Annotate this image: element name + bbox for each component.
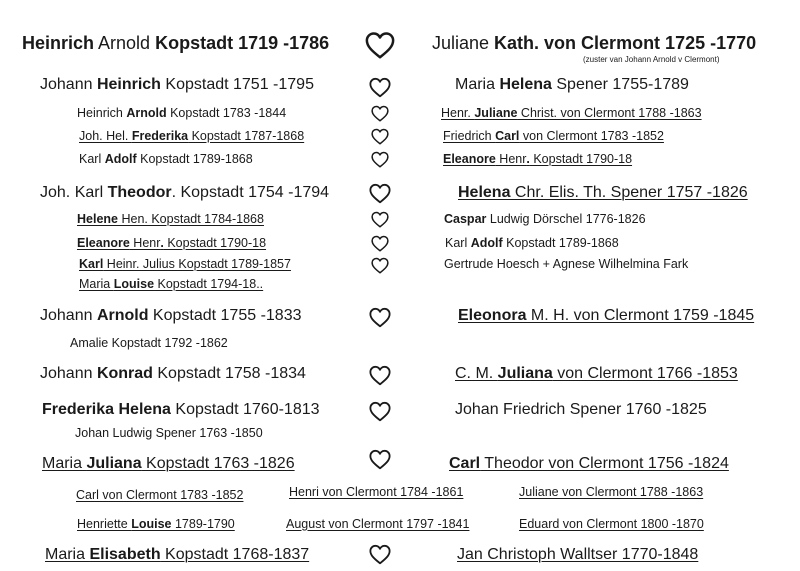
name-text: Juliane von Clermont 1788 -1863 xyxy=(519,484,704,499)
name-emphasis: Heinrich xyxy=(22,33,95,54)
name-emphasis: Eleonora xyxy=(458,307,527,325)
name-text: Kopstadt 1768-1837 xyxy=(160,546,310,564)
heart-icon xyxy=(369,544,391,565)
name-text: Ludwig Dörschel 1776-1826 xyxy=(486,211,646,226)
name-text: Joh. Karl xyxy=(40,184,108,202)
person-entry xyxy=(286,518,469,531)
heart-icon xyxy=(371,105,389,122)
person-entry xyxy=(79,130,304,143)
heart-icon xyxy=(371,211,389,228)
name-text: Maria xyxy=(79,276,114,291)
person-entry xyxy=(79,278,263,291)
person-entry xyxy=(45,547,309,563)
person-entry xyxy=(455,402,707,418)
name-text: . Kopstadt 1754 -1794 xyxy=(171,184,330,202)
person-entry xyxy=(77,213,264,226)
person-entry xyxy=(289,486,463,499)
name-text: Kopstadt 1789-1868 xyxy=(502,235,619,250)
name-text: Christ. von Clermont 1788 -1863 xyxy=(517,105,702,120)
heart-icon xyxy=(369,307,391,328)
name-emphasis: Louise xyxy=(131,516,172,531)
name-emphasis: Louise xyxy=(113,276,155,291)
heart-icon xyxy=(365,31,395,60)
person-entry xyxy=(77,107,286,120)
name-emphasis: Kopstadt 1719 -1786 xyxy=(155,33,330,54)
name-text: Hen. Kopstadt 1784-1868 xyxy=(118,211,264,226)
name-emphasis: Juliane xyxy=(474,105,518,120)
heart-icon xyxy=(369,401,391,422)
name-emphasis: Heinrich xyxy=(96,76,161,94)
person-entry xyxy=(77,237,266,250)
person-entry xyxy=(40,308,302,324)
person-entry xyxy=(445,237,619,250)
name-text: Henr. xyxy=(441,105,475,120)
name-text: Kopstadt 1751 -1795 xyxy=(160,76,314,94)
name-text: Johann xyxy=(40,365,97,383)
heart-icon xyxy=(369,365,391,386)
person-entry xyxy=(457,547,698,563)
person-entry xyxy=(443,130,664,143)
name-emphasis: Carl xyxy=(495,128,520,143)
name-emphasis: Frederika xyxy=(131,128,189,143)
person-entry xyxy=(432,34,756,52)
person-entry xyxy=(79,258,291,271)
name-text: Kopstadt 1789-1868 xyxy=(136,151,253,166)
name-text: Maria xyxy=(42,455,87,473)
name-emphasis: Elisabeth xyxy=(89,546,161,564)
name-text: Chr. Elis. Th. Spener 1757 -1826 xyxy=(510,184,748,202)
name-text: Kopstadt 1758 -1834 xyxy=(152,365,306,383)
person-entry xyxy=(458,185,748,201)
person-entry xyxy=(70,337,228,350)
name-text: Johan Ludwig Spener 1763 -1850 xyxy=(75,425,263,440)
name-text: Johann xyxy=(40,76,97,94)
name-text: Kopstadt 1790-18 xyxy=(529,151,633,166)
person-entry xyxy=(40,185,329,201)
person-entry xyxy=(519,486,703,499)
heart-icon xyxy=(369,183,391,204)
name-text: Henr xyxy=(129,235,161,250)
name-emphasis: . xyxy=(160,235,164,250)
name-text: Joh. Hel. xyxy=(79,128,132,143)
person-entry xyxy=(519,518,704,531)
name-text: Henr xyxy=(495,151,527,166)
name-text: Kopstadt 1787-1868 xyxy=(188,128,305,143)
name-text: Kopstadt 1790-18 xyxy=(163,235,267,250)
name-text: Kopstadt 1783 -1844 xyxy=(166,105,287,120)
person-entry xyxy=(449,456,729,472)
name-emphasis: Eleanore xyxy=(77,235,130,250)
person-entry xyxy=(42,456,295,472)
name-text: Maria xyxy=(45,546,90,564)
name-emphasis: Helena xyxy=(499,76,552,94)
name-text: Johann xyxy=(40,307,97,325)
name-emphasis: Arnold xyxy=(96,307,149,325)
heart-icon xyxy=(369,77,391,98)
name-text: Kopstadt 1763 -1826 xyxy=(141,455,295,473)
name-text: Johan Friedrich Spener 1760 -1825 xyxy=(455,401,707,419)
person-entry xyxy=(79,153,253,166)
person-entry xyxy=(76,489,243,502)
name-text: Maria xyxy=(455,76,500,94)
name-text: Jan Christoph Walltser 1770-1848 xyxy=(457,546,699,564)
name-text: Kopstadt 1760-1813 xyxy=(170,401,320,419)
name-text: von Clermont 1766 -1853 xyxy=(552,365,738,383)
name-text: 1789-1790 xyxy=(171,516,235,531)
name-emphasis: Adolf xyxy=(104,151,137,166)
name-text: Karl xyxy=(79,151,105,166)
heart-icon xyxy=(371,235,389,252)
name-text: Gertrude Hoesch + Agnese Wilhelmina Fark xyxy=(444,256,689,271)
name-text: Heinr. Julius Kopstadt 1789-1857 xyxy=(103,256,291,271)
name-text: Juliane xyxy=(432,33,495,54)
heart-icon xyxy=(371,151,389,168)
name-emphasis: Adolf xyxy=(470,235,503,250)
person-entry xyxy=(455,366,738,382)
name-text: Theodor von Clermont 1756 -1824 xyxy=(480,455,729,473)
name-text: (zuster van Johann Arnold v Clermont) xyxy=(583,55,720,65)
person-entry xyxy=(444,258,688,271)
person-entry xyxy=(441,107,702,120)
person-entry xyxy=(444,213,646,226)
name-text: Arnold xyxy=(94,33,156,54)
name-emphasis: Helena xyxy=(458,184,511,202)
name-emphasis: Helene xyxy=(77,211,118,226)
name-emphasis: Konrad xyxy=(96,365,153,383)
person-entry xyxy=(40,366,306,382)
name-emphasis: Kath. von Clermont 1725 -1770 xyxy=(494,33,757,54)
name-text: Henri von Clermont 1784 -1861 xyxy=(289,484,464,499)
name-emphasis: Karl xyxy=(79,256,104,271)
name-emphasis: Frederika Helena xyxy=(42,401,171,419)
name-text: Friedrich xyxy=(443,128,496,143)
heart-icon xyxy=(371,257,389,274)
name-text: Kopstadt 1794-18.. xyxy=(154,276,264,291)
name-emphasis: Juliana xyxy=(86,455,142,473)
person-entry xyxy=(40,77,314,93)
name-text: Carl von Clermont 1783 -1852 xyxy=(76,487,244,502)
name-emphasis: Theodor xyxy=(107,184,172,202)
name-emphasis: Caspar xyxy=(444,211,487,226)
name-text: Amalie Kopstadt 1792 -1862 xyxy=(70,335,228,350)
name-text: Spener 1755-1789 xyxy=(551,76,689,94)
person-entry xyxy=(77,518,235,531)
name-text: C. M. xyxy=(455,365,498,383)
name-text: Henriette xyxy=(77,516,132,531)
person-entry xyxy=(42,402,320,418)
person-entry xyxy=(583,56,720,64)
name-text: Kopstadt 1755 -1833 xyxy=(148,307,302,325)
heart-icon xyxy=(371,128,389,145)
person-entry xyxy=(75,427,263,440)
name-text: Eduard von Clermont 1800 -1870 xyxy=(519,516,704,531)
name-text: Karl xyxy=(445,235,471,250)
name-text: von Clermont 1783 -1852 xyxy=(519,128,664,143)
name-text: Heinrich xyxy=(77,105,127,120)
name-text: M. H. von Clermont 1759 -1845 xyxy=(526,307,755,325)
person-entry xyxy=(458,308,754,324)
person-entry xyxy=(443,153,632,166)
name-emphasis: Eleanore xyxy=(443,151,496,166)
name-emphasis: Arnold xyxy=(126,105,167,120)
person-entry xyxy=(455,77,689,93)
heart-icon xyxy=(369,449,391,470)
name-emphasis: Juliana xyxy=(497,365,553,383)
person-entry xyxy=(22,34,329,52)
name-emphasis: Carl xyxy=(449,455,481,473)
name-emphasis: . xyxy=(526,151,530,166)
name-text: August von Clermont 1797 -1841 xyxy=(286,516,470,531)
